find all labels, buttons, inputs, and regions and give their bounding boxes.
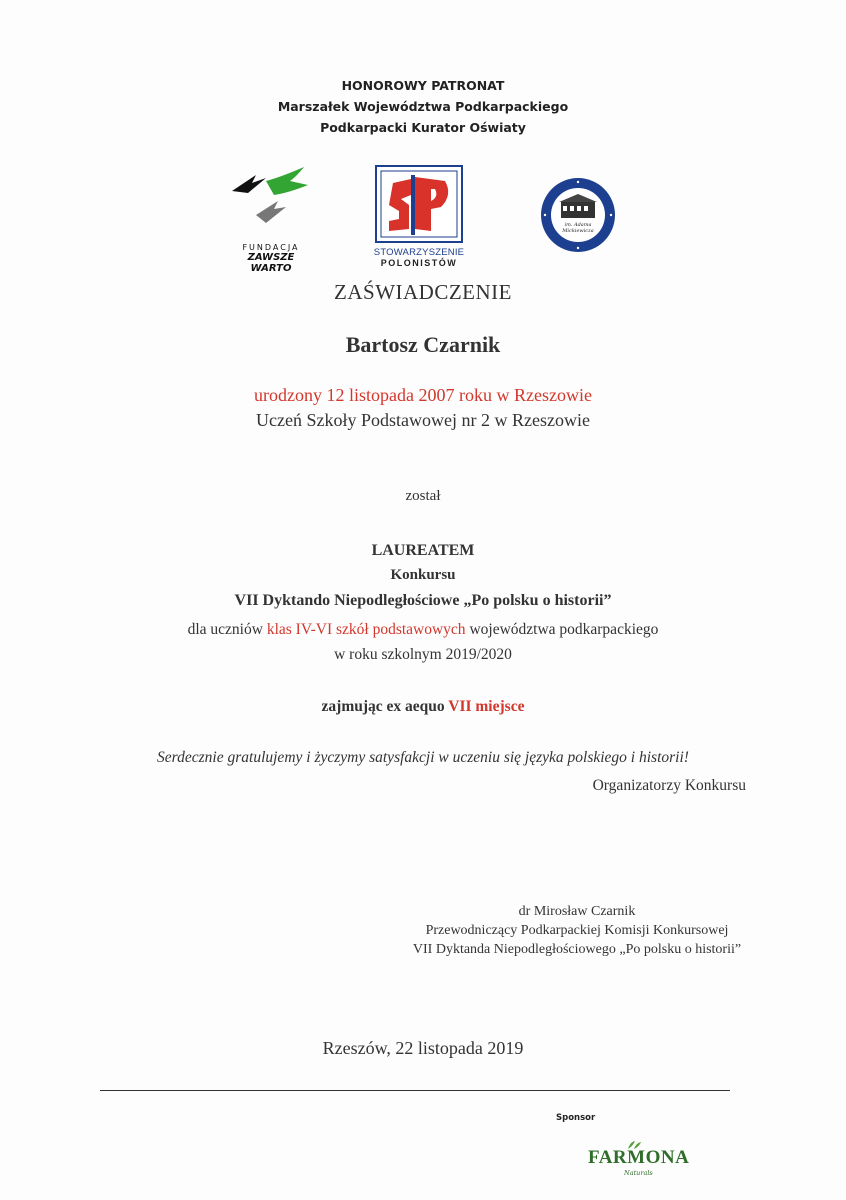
footer-divider <box>100 1090 730 1091</box>
fundacja-label-2: ZAWSZE WARTO <box>247 252 295 274</box>
patronage-line-2: Podkarpacki Kurator Oświaty <box>320 120 526 135</box>
patronage-title: HONOROWY PATRONAT <box>341 78 505 93</box>
signature-contest: VII Dyktanda Niepodległościowego „Po polsku o historii” <box>412 942 742 957</box>
stowarzyszenie-label-1: STOWARZYSZENIE <box>373 247 465 258</box>
sponsor-brand: FARMONA <box>588 1147 690 1168</box>
sponsor-tagline: Naturals <box>624 1169 653 1177</box>
laureat-text: LAUREATEM <box>371 542 475 559</box>
sponsor-logo <box>588 1140 688 1180</box>
patronage-line-1: Marszałek Województwa Podkarpackiego <box>277 99 569 114</box>
fundacja-label-1: FUNDACJA <box>242 243 300 252</box>
participants-classes: klas IV-VI szkół podstawowych <box>266 621 466 638</box>
konkursu-text: Konkursu <box>390 567 456 583</box>
seal-text-2: Mickiewicza <box>562 228 594 234</box>
contest-name: VII Dyktando Niepodległościowe „Po polsku o historii” <box>234 592 612 609</box>
school-seal-icon <box>539 176 617 254</box>
place-line <box>0 698 846 716</box>
place-pre: zajmując ex aequo <box>321 698 445 715</box>
organizers: Organizatorzy Konkursu <box>592 777 746 794</box>
signature-name: dr Mirosław Czarnik <box>518 904 636 919</box>
birth-info: urodzony 12 listopada 2007 roku w Rzeszowie <box>254 385 592 405</box>
stowarzyszenie-logo <box>373 165 465 270</box>
zostal-text: został <box>405 488 441 504</box>
participants-line <box>0 621 846 639</box>
recipient-name: Bartosz Czarnik <box>345 332 501 357</box>
congratulations: Serdecznie gratulujemy i życzymy satysfakcji w uczeniu się języka polskiego i historii! <box>157 749 689 766</box>
sp-emblem-icon <box>375 165 463 243</box>
place-date: Rzeszów, 22 listopada 2019 <box>322 1038 524 1058</box>
liceum-seal-logo <box>539 176 617 254</box>
document-title: ZAŚWIADCZENIE <box>334 280 512 304</box>
signature-role: Przewodniczący Podkarpackiej Komisji Konkursowej <box>425 923 729 938</box>
seal-text-1: im. Adama <box>564 222 592 228</box>
participants-pre: dla uczniów <box>187 621 263 638</box>
stowarzyszenie-label-2: POLONISTÓW <box>380 258 458 268</box>
swallows-icon <box>226 163 316 238</box>
sponsor-label: Sponsor <box>556 1113 596 1123</box>
place-value: VII miejsce <box>448 698 525 715</box>
fundacja-logo <box>226 163 316 274</box>
participants-post: województwa podkarpackiego <box>469 621 659 638</box>
school-info: Uczeń Szkoły Podstawowej nr 2 w Rzeszowie <box>256 410 590 430</box>
school-year: w roku szkolnym 2019/2020 <box>334 646 512 663</box>
signature-block <box>402 902 752 959</box>
